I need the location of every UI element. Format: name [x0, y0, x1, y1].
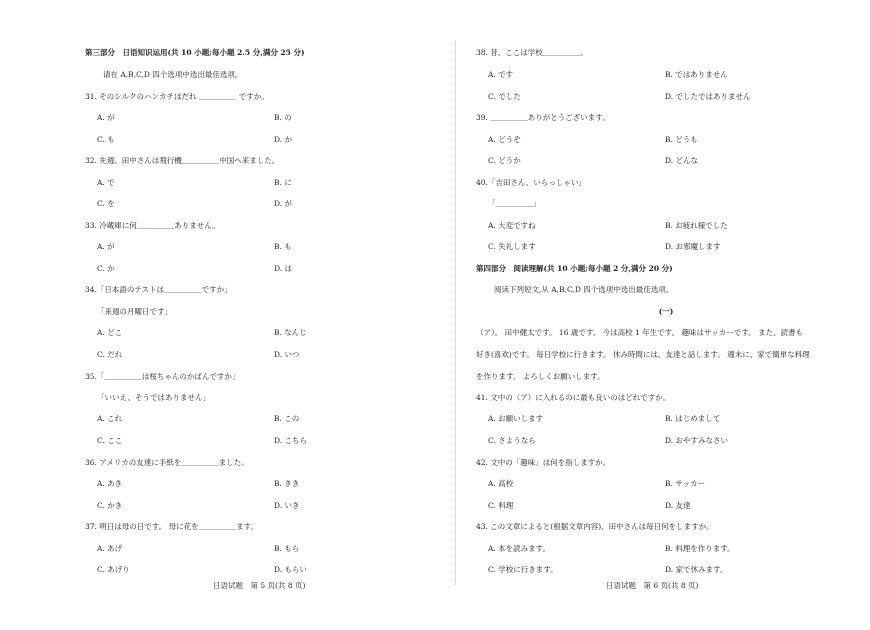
q33-option-b[interactable]: B. も	[274, 242, 292, 251]
passage-line-2: 好き(喜欢)です。 毎日学校に行きます。 休み時間には、友達と話します。 週末に、家で簡単な料理	[476, 350, 810, 359]
passage-heading: (一)	[658, 307, 674, 316]
q43-option-a[interactable]: A. 本を読みます。	[488, 544, 551, 553]
q41-option-d[interactable]: D. おやすみなさい	[665, 436, 729, 445]
page-6-footer: 日语试题 第 6 页(共 8 页)	[606, 581, 699, 590]
q35-option-d[interactable]: D. こちら	[274, 436, 308, 445]
q43-option-c[interactable]: C. 学校に行きます。	[488, 565, 558, 574]
q32-option-b[interactable]: B. に	[274, 178, 292, 187]
q38-option-a[interactable]: A. です	[488, 70, 514, 79]
q36-option-c[interactable]: C. かき	[97, 501, 123, 510]
question-32: 32. 先週、田中さんは飛行機＿＿＿＿＿中国へ来ました。	[85, 156, 280, 165]
question-34-reply: 「来週の月曜日です」	[97, 307, 172, 316]
question-42: 42. 文中の「趣味」は何を指しますか。	[476, 458, 611, 467]
q37-option-a[interactable]: A. あげ	[97, 544, 123, 553]
q31-option-c[interactable]: C. も	[97, 135, 115, 144]
q32-option-a[interactable]: A. で	[97, 178, 115, 187]
q32-option-c[interactable]: C. を	[97, 199, 115, 208]
question-43: 43. この文章によると(根据文章内容)、田中さんは毎日何をしますか。	[476, 522, 714, 531]
q39-option-c[interactable]: C. どうか	[488, 156, 521, 165]
section-4-title: 第四部分 阅读理解(共 10 小题;每小题 2 分,满分 20 分)	[476, 264, 673, 273]
q31-option-b[interactable]: B. の	[274, 113, 292, 122]
q42-option-c[interactable]: C. 料理	[488, 501, 514, 510]
q33-option-a[interactable]: A. が	[97, 242, 115, 251]
q41-option-c[interactable]: C. さようなら	[488, 436, 536, 445]
q37-option-b[interactable]: B. もら	[274, 544, 300, 553]
question-33: 33. 冷蔵庫に何＿＿＿＿＿ありません。	[85, 221, 220, 230]
q34-option-a[interactable]: A. どこ	[97, 328, 123, 337]
question-35-reply: 「いいえ、そうではありません」	[97, 393, 210, 402]
question-40-reply: 「＿＿＿＿＿」	[488, 199, 541, 208]
q31-option-d[interactable]: D. か	[274, 135, 293, 144]
q40-option-d[interactable]: D. お邪魔します	[665, 242, 721, 251]
q41-option-b[interactable]: B. はじめまして	[665, 414, 721, 423]
q38-option-d[interactable]: D. でしたではありません	[665, 92, 751, 101]
q38-option-b[interactable]: B. ではありません	[665, 70, 728, 79]
q34-option-c[interactable]: C. だれ	[97, 350, 123, 359]
q33-option-d[interactable]: D. は	[274, 264, 293, 273]
question-38: 38. 昔、ここは学校＿＿＿＿＿。	[476, 48, 588, 57]
question-41: 41. 文中の（ア）に入れるのに最も良いのはどれですか。	[476, 393, 671, 402]
question-39: 39. ＿＿＿＿＿ありがとうございます。	[476, 113, 610, 122]
section-4-instruction: 阅读下列短文,从 A,B,C,D 四个选项中选出最佳选项。	[494, 285, 674, 294]
q41-option-a[interactable]: A. お願いします	[488, 414, 544, 423]
q39-option-d[interactable]: D. どんな	[665, 156, 699, 165]
q40-option-c[interactable]: C. 失礼します	[488, 242, 536, 251]
q42-option-b[interactable]: B. サッカー	[665, 479, 706, 488]
q43-option-d[interactable]: D. 家で休みます。	[665, 565, 728, 574]
q37-option-c[interactable]: C. あげり	[97, 565, 130, 574]
q43-option-b[interactable]: B. 料理を作ります。	[665, 544, 735, 553]
q35-option-a[interactable]: A. これ	[97, 414, 123, 423]
q38-option-c[interactable]: C. でした	[488, 92, 521, 101]
q31-option-a[interactable]: A. が	[97, 113, 115, 122]
q33-option-c[interactable]: C. か	[97, 264, 115, 273]
q39-option-a[interactable]: A. どうぞ	[488, 135, 521, 144]
q32-option-d[interactable]: D. が	[274, 199, 293, 208]
q34-option-d[interactable]: D. いつ	[274, 350, 300, 359]
section-3-title: 第三部分 日语知识运用(共 10 小题;每小题 2.5 分,满分 25 分)	[85, 48, 305, 57]
passage-line-3: を作ります。 よろしくお願いします。	[476, 372, 605, 381]
q35-option-b[interactable]: B. この	[274, 414, 300, 423]
question-35: 35.「＿＿＿＿＿は桜ちゃんのかばんですか」	[85, 372, 240, 381]
passage-line-1: （ア）。 田中健太です。 16 歳です。 今は高校 1 年生です。 趣味はサッカーです。 また、読書も	[476, 328, 804, 337]
question-37: 37. 明日は母の日です。 母に花を＿＿＿＿＿ます。	[85, 522, 258, 531]
q42-option-d[interactable]: D. 友達	[665, 501, 691, 510]
q40-option-b[interactable]: B. お疲れ様でした	[665, 221, 728, 230]
q39-option-b[interactable]: B. どうも	[665, 135, 698, 144]
question-40: 40.「吉田さん、いらっしゃい」	[476, 178, 586, 187]
section-3-instruction: 请在 A,B,C,D 四个选项中选出最佳选项。	[103, 70, 243, 79]
q36-option-d[interactable]: D. いき	[274, 501, 300, 510]
q40-option-a[interactable]: A. 大変ですね	[488, 221, 536, 230]
q37-option-d[interactable]: D. もらい	[274, 565, 308, 574]
question-36: 36. アメリカの友達に手紙を＿＿＿＿＿ました。	[85, 458, 249, 467]
question-31: 31. そのシルクのハンカチはだれ ＿＿＿＿＿ ですか。	[85, 92, 269, 101]
q34-option-b[interactable]: B. なんじ	[274, 328, 307, 337]
q36-option-a[interactable]: A. あき	[97, 479, 123, 488]
question-34: 34.「日本語のテストは＿＿＿＿＿ですか」	[85, 285, 232, 294]
q42-option-a[interactable]: A. 高校	[488, 479, 514, 488]
q35-option-c[interactable]: C. ここ	[97, 436, 123, 445]
page-5-footer: 日语试题 第 5 页(共 8 页)	[213, 581, 306, 590]
q36-option-b[interactable]: B. きき	[274, 479, 300, 488]
